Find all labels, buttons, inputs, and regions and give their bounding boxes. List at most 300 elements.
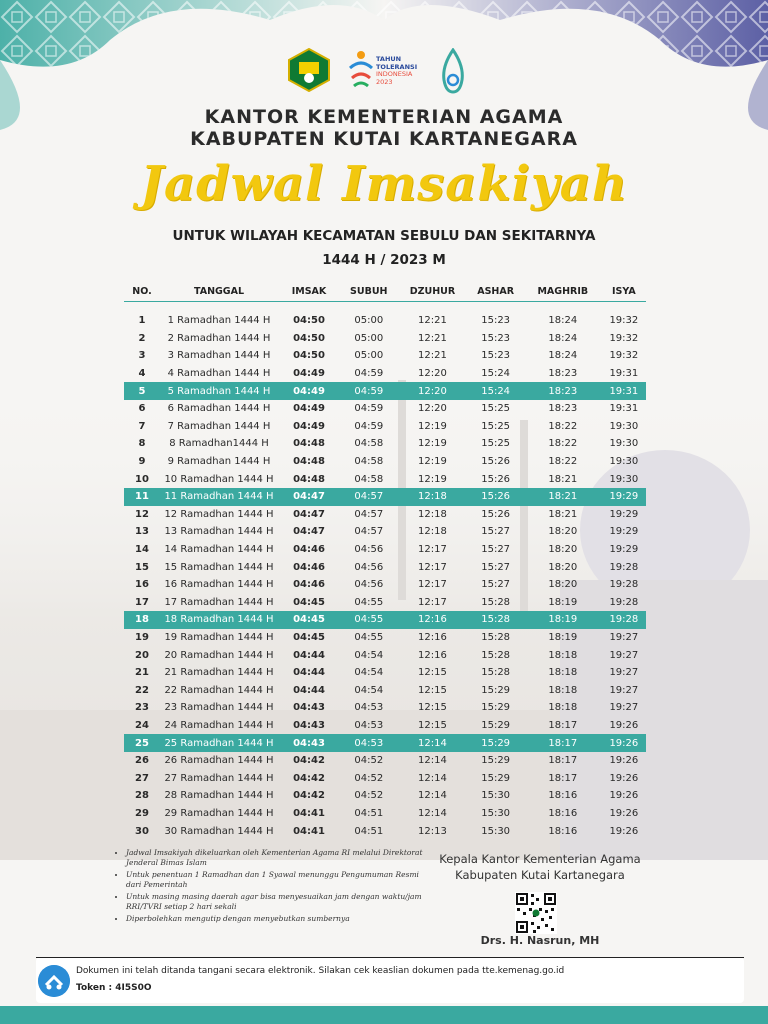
- table-row: [124, 400, 646, 418]
- table-row: [124, 822, 646, 840]
- cell-dzuhur: 12:14: [398, 734, 468, 752]
- cell-dzuhur: 12:17: [418, 579, 447, 591]
- cell-no: 29: [135, 807, 149, 819]
- cell-tanggal: 18 Ramadhan 1444 H: [160, 611, 278, 629]
- cell-imsak: 04:41: [293, 807, 325, 819]
- cell-isya: 19:30: [609, 420, 639, 432]
- cell-isya: 19:27: [609, 684, 639, 696]
- cell-maghrib: 18:24: [548, 350, 578, 362]
- col-header-ashar: ASHAR: [467, 281, 524, 302]
- cell-subuh: 04:52: [354, 755, 384, 767]
- cell-dzuhur: 12:14: [418, 790, 447, 802]
- cell-dzuhur: 12:15: [418, 684, 447, 696]
- cell-ashar: 15:26: [481, 508, 511, 520]
- cell-ashar: 15:29: [481, 755, 511, 767]
- cell-isya: 19:32: [609, 315, 639, 327]
- cell-ashar: 15:28: [481, 631, 511, 643]
- cell-no: 9: [138, 456, 146, 468]
- cell-no: 3: [138, 350, 146, 362]
- cell-maghrib: 18:20: [548, 561, 578, 573]
- signer-name: Drs. H. Nasrun, MH: [480, 934, 600, 947]
- cell-no: 22: [135, 684, 149, 696]
- toleransi-figure-icon: [348, 48, 374, 92]
- cell-maghrib: 18:20: [548, 579, 578, 591]
- table-row: [124, 435, 646, 453]
- cell-no: 12: [135, 508, 149, 520]
- logo-row: [0, 48, 768, 96]
- cell-no: 24: [135, 719, 149, 731]
- cell-maghrib: 18:16: [548, 807, 578, 819]
- table-row: [124, 365, 646, 383]
- cell-ashar: 15:23: [481, 332, 511, 344]
- cell-isya: 19:26: [609, 719, 639, 731]
- cell-subuh: 04:53: [354, 702, 384, 714]
- footer-panel: [36, 957, 744, 1003]
- cell-subuh: 04:59: [354, 368, 384, 380]
- cell-tanggal: 5 Ramadhan 1444 H: [160, 382, 278, 400]
- cell-maghrib: 18:24: [548, 315, 578, 327]
- cell-no: 26: [135, 755, 149, 767]
- cell-maghrib: 18:17: [548, 755, 578, 767]
- region-subtitle: UNTUK WILAYAH KECAMATAN SEBULU DAN SEKITARNYA: [172, 228, 596, 244]
- cell-no: 2: [138, 332, 146, 344]
- cell-imsak: 04:44: [293, 649, 325, 661]
- cell-subuh: 04:58: [354, 438, 384, 450]
- cell-ashar: 15:25: [481, 420, 511, 432]
- cell-isya: 19:29: [609, 544, 639, 556]
- cell-imsak: 04:46: [293, 579, 325, 591]
- cell-tanggal: 14 Ramadhan 1444 H: [164, 544, 274, 556]
- cell-maghrib: 18:20: [548, 526, 578, 538]
- cell-maghrib: 18:18: [548, 684, 578, 696]
- cell-ashar: 15:24: [481, 368, 511, 380]
- cell-imsak: 04:49: [293, 403, 325, 415]
- cell-subuh: 04:58: [354, 456, 384, 468]
- cell-maghrib: 18:18: [548, 702, 578, 714]
- cell-ashar: 15:29: [481, 772, 511, 784]
- office-heading-line1: KANTOR KEMENTERIAN AGAMA: [204, 106, 564, 128]
- cell-isya: 19:31: [609, 403, 639, 415]
- cell-imsak: 04:48: [293, 473, 325, 485]
- cell-imsak: 04:42: [293, 772, 325, 784]
- cell-tanggal: 15 Ramadhan 1444 H: [164, 561, 274, 573]
- cell-dzuhur: 12:15: [418, 667, 447, 679]
- page-title: Jadwal Imsakiyah: [140, 156, 628, 212]
- table-row: [124, 576, 646, 594]
- cell-imsak: 04:43: [278, 734, 340, 752]
- cell-tanggal: 12 Ramadhan 1444 H: [164, 508, 274, 520]
- cell-isya: 19:29: [602, 488, 646, 506]
- table-row: [124, 646, 646, 664]
- cell-maghrib: 18:22: [548, 438, 578, 450]
- col-header-imsak: IMSAK: [278, 281, 340, 302]
- cell-no: 8: [138, 438, 146, 450]
- cell-tanggal: 23 Ramadhan 1444 H: [164, 702, 274, 714]
- cell-tanggal: 17 Ramadhan 1444 H: [164, 596, 274, 608]
- cell-no: 17: [135, 596, 149, 608]
- cell-tanggal: 7 Ramadhan 1444 H: [167, 420, 271, 432]
- cell-no: 4: [138, 368, 146, 380]
- cell-subuh: 04:54: [354, 684, 384, 696]
- cell-maghrib: 18:23: [548, 403, 578, 415]
- table-row: [124, 805, 646, 823]
- table-row: [124, 734, 646, 752]
- cell-ashar: 15:26: [481, 473, 511, 485]
- cell-isya: 19:32: [609, 332, 639, 344]
- cell-ashar: 15:24: [467, 382, 524, 400]
- cell-no: 18: [124, 611, 160, 629]
- cell-dzuhur: 12:15: [418, 702, 447, 714]
- cell-imsak: 04:46: [293, 561, 325, 573]
- cell-isya: 19:31: [602, 382, 646, 400]
- cell-dzuhur: 12:18: [418, 508, 447, 520]
- cell-no: 5: [124, 382, 160, 400]
- cell-dzuhur: 12:18: [418, 526, 447, 538]
- cell-subuh: 04:54: [354, 667, 384, 679]
- cell-ashar: 15:29: [481, 719, 511, 731]
- table-row: [124, 347, 646, 365]
- cell-imsak: 04:49: [293, 420, 325, 432]
- cell-tanggal: 6 Ramadhan 1444 H: [167, 403, 271, 415]
- cell-isya: 19:26: [609, 772, 639, 784]
- cell-ashar: 15:30: [481, 807, 511, 819]
- cell-dzuhur: 12:17: [418, 544, 447, 556]
- cell-no: 19: [135, 631, 149, 643]
- cell-subuh: 04:51: [354, 807, 384, 819]
- table-row: [124, 611, 646, 629]
- cell-subuh: 04:51: [354, 825, 384, 837]
- qr-code-icon[interactable]: [515, 892, 557, 934]
- cell-ashar: 15:28: [481, 596, 511, 608]
- cell-maghrib: 18:17: [524, 734, 602, 752]
- cell-maghrib: 18:19: [548, 596, 578, 608]
- cell-tanggal: 1 Ramadhan 1444 H: [167, 315, 271, 327]
- cell-isya: 19:28: [609, 561, 639, 573]
- cell-dzuhur: 12:17: [418, 596, 447, 608]
- cell-ashar: 15:29: [481, 702, 511, 714]
- cell-ashar: 15:29: [481, 684, 511, 696]
- cell-tanggal: 21 Ramadhan 1444 H: [164, 667, 274, 679]
- col-header-subuh: SUBUH: [340, 281, 398, 302]
- cell-isya: 19:27: [609, 649, 639, 661]
- footer-verification-text: Dokumen ini telah ditanda tangani secara elektronik. Silakan cek keaslian dokumen pada tte.kemenag.go.id: [76, 966, 565, 976]
- cell-dzuhur: 12:20: [418, 403, 447, 415]
- signature-title-line1: Kepala Kantor Kementerian Agama: [439, 852, 641, 866]
- col-header-no: NO.: [124, 281, 160, 302]
- cell-no: 13: [135, 526, 149, 538]
- office-heading: [0, 106, 768, 150]
- cell-subuh: 04:54: [354, 649, 384, 661]
- cell-tanggal: 13 Ramadhan 1444 H: [164, 526, 274, 538]
- cell-subuh: 04:55: [340, 611, 398, 629]
- toleransi-text-logo: TAHUN TOLERANSI INDONESIA 2023: [376, 55, 418, 86]
- cell-no: 16: [135, 579, 149, 591]
- col-header-isya: ISYA: [602, 281, 646, 302]
- cell-imsak: 04:46: [293, 544, 325, 556]
- table-row: [124, 787, 646, 805]
- cell-dzuhur: 12:20: [418, 368, 447, 380]
- cell-maghrib: 18:22: [548, 456, 578, 468]
- table-row: [124, 629, 646, 647]
- table-row: [124, 541, 646, 559]
- cell-subuh: 05:00: [354, 315, 384, 327]
- cell-maghrib: 18:18: [548, 667, 578, 679]
- cell-tanggal: 26 Ramadhan 1444 H: [164, 755, 274, 767]
- cell-maghrib: 18:21: [548, 473, 578, 485]
- cell-ashar: 15:28: [481, 649, 511, 661]
- cell-isya: 19:27: [609, 702, 639, 714]
- table-row: [124, 453, 646, 471]
- cell-tanggal: 24 Ramadhan 1444 H: [164, 719, 274, 731]
- cell-maghrib: 18:23: [524, 382, 602, 400]
- cell-no: 30: [135, 825, 149, 837]
- cell-imsak: 04:50: [293, 315, 325, 327]
- cell-dzuhur: 12:17: [418, 561, 447, 573]
- cell-ashar: 15:28: [481, 667, 511, 679]
- cell-dzuhur: 12:19: [418, 438, 447, 450]
- table-row: [124, 312, 646, 330]
- cell-no: 10: [135, 473, 149, 485]
- cell-maghrib: 18:21: [524, 488, 602, 506]
- cell-isya: 19:26: [609, 755, 639, 767]
- cell-dzuhur: 12:13: [418, 825, 447, 837]
- note-item: • Jadwal Imsakiyah dikeluarkan oleh Kementerian Agama RI melalui Direktorat Jenderal Bimas Islam: [126, 848, 426, 868]
- cell-no: 1: [138, 315, 146, 327]
- cell-imsak: 04:41: [293, 825, 325, 837]
- cell-imsak: 04:50: [293, 332, 325, 344]
- cell-dzuhur: 12:21: [418, 315, 447, 327]
- cell-no: 28: [135, 790, 149, 802]
- cell-no: 27: [135, 772, 149, 784]
- cell-maghrib: 18:18: [548, 649, 578, 661]
- footer-divider: [36, 957, 744, 958]
- cell-subuh: 04:55: [354, 631, 384, 643]
- cell-no: 11: [124, 488, 160, 506]
- table-row: [124, 752, 646, 770]
- cell-subuh: 04:56: [354, 579, 384, 591]
- cell-tanggal: 9 Ramadhan 1444 H: [167, 456, 271, 468]
- cell-imsak: 04:48: [293, 438, 325, 450]
- cell-ashar: 15:25: [481, 403, 511, 415]
- cell-tanggal: 28 Ramadhan 1444 H: [164, 790, 274, 802]
- cell-no: 15: [135, 561, 149, 573]
- table-row: [124, 594, 646, 612]
- schedule-table: [124, 281, 646, 840]
- cell-isya: 19:31: [609, 368, 639, 380]
- cell-isya: 19:30: [609, 438, 639, 450]
- table-row: [124, 506, 646, 524]
- cell-isya: 19:28: [609, 579, 639, 591]
- cell-dzuhur: 12:16: [418, 631, 447, 643]
- cell-ashar: 15:30: [481, 790, 511, 802]
- cell-dzuhur: 12:16: [398, 611, 468, 629]
- cell-dzuhur: 12:21: [418, 350, 447, 362]
- cell-dzuhur: 12:20: [398, 382, 468, 400]
- cell-subuh: 04:59: [354, 420, 384, 432]
- cell-maghrib: 18:16: [548, 790, 578, 802]
- cell-no: 7: [138, 420, 146, 432]
- cell-imsak: 04:45: [293, 596, 325, 608]
- cell-imsak: 04:47: [293, 508, 325, 520]
- cell-dzuhur: 12:18: [398, 488, 468, 506]
- cell-isya: 19:28: [609, 596, 639, 608]
- cell-dzuhur: 12:19: [418, 420, 447, 432]
- cell-subuh: 04:53: [354, 719, 384, 731]
- cell-tanggal: 16 Ramadhan 1444 H: [164, 579, 274, 591]
- table-row: [124, 488, 646, 506]
- cell-maghrib: 18:16: [548, 825, 578, 837]
- cell-tanggal: 3 Ramadhan 1444 H: [167, 350, 271, 362]
- kemenag-logo-icon: [286, 48, 332, 92]
- table-header-row: [124, 281, 646, 302]
- cell-imsak: 04:42: [293, 790, 325, 802]
- cell-ashar: 15:27: [481, 544, 511, 556]
- droplet-logo-icon: [440, 48, 466, 96]
- note-item: • Untuk masing masing daerah agar bisa menyesuaikan jam dengan waktu/jam RRI/TVRI setiap 2 hari sekali: [126, 892, 426, 912]
- table-row: [124, 681, 646, 699]
- table-row: [124, 330, 646, 348]
- cell-ashar: 15:26: [481, 456, 511, 468]
- cell-tanggal: 29 Ramadhan 1444 H: [164, 807, 274, 819]
- cell-subuh: 04:52: [354, 772, 384, 784]
- cell-dzuhur: 12:14: [418, 807, 447, 819]
- cell-imsak: 04:45: [278, 611, 340, 629]
- cell-subuh: 04:56: [354, 561, 384, 573]
- col-header-dzuhur: DZUHUR: [398, 281, 468, 302]
- cell-ashar: 15:25: [481, 438, 511, 450]
- footer-token: Token : 4I5S0O: [76, 983, 152, 993]
- office-heading-line2: KABUPATEN KUTAI KARTANEGARA: [190, 128, 578, 150]
- cell-maghrib: 18:21: [548, 508, 578, 520]
- cell-dzuhur: 12:14: [418, 755, 447, 767]
- cell-imsak: 04:45: [293, 631, 325, 643]
- cell-isya: 19:26: [609, 790, 639, 802]
- cell-subuh: 04:59: [340, 382, 398, 400]
- year-subtitle: 1444 H / 2023 M: [322, 252, 446, 268]
- cell-no: 20: [135, 649, 149, 661]
- cell-subuh: 05:00: [354, 332, 384, 344]
- cell-tanggal: 4 Ramadhan 1444 H: [167, 368, 271, 380]
- cell-tanggal: 25 Ramadhan 1444 H: [160, 734, 278, 752]
- cell-no: 21: [135, 667, 149, 679]
- note-item: • Diperbolehkan mengutip dengan menyebutkan sumbernya: [126, 914, 426, 924]
- signature-title-line2: Kabupaten Kutai Kartanegara: [455, 868, 625, 882]
- cell-imsak: 04:42: [293, 755, 325, 767]
- cell-maghrib: 18:17: [548, 719, 578, 731]
- cell-dzuhur: 12:14: [418, 772, 447, 784]
- cell-tanggal: 19 Ramadhan 1444 H: [164, 631, 274, 643]
- cell-ashar: 15:23: [481, 315, 511, 327]
- cell-dzuhur: 12:21: [418, 332, 447, 344]
- cell-ashar: 15:27: [481, 561, 511, 573]
- cell-isya: 19:30: [609, 456, 639, 468]
- cell-maghrib: 18:19: [548, 631, 578, 643]
- table-row: [124, 664, 646, 682]
- cell-no: 14: [135, 544, 149, 556]
- cell-subuh: 04:55: [354, 596, 384, 608]
- cell-ashar: 15:28: [467, 611, 524, 629]
- col-header-tanggal: TANGGAL: [160, 281, 278, 302]
- cell-ashar: 15:29: [467, 734, 524, 752]
- cell-ashar: 15:27: [481, 526, 511, 538]
- cell-subuh: 04:52: [354, 790, 384, 802]
- cell-subuh: 04:56: [354, 544, 384, 556]
- cell-no: 25: [124, 734, 160, 752]
- table-row: [124, 558, 646, 576]
- notes-list: [114, 848, 426, 926]
- cell-isya: 19:26: [602, 734, 646, 752]
- cell-tanggal: 22 Ramadhan 1444 H: [164, 684, 274, 696]
- cell-imsak: 04:43: [293, 702, 325, 714]
- col-header-maghrib: MAGHRIB: [524, 281, 602, 302]
- cell-dzuhur: 12:16: [418, 649, 447, 661]
- cell-isya: 19:28: [602, 611, 646, 629]
- cell-ashar: 15:23: [481, 350, 511, 362]
- table-row: [124, 470, 646, 488]
- table-row: [124, 418, 646, 436]
- cell-tanggal: 27 Ramadhan 1444 H: [164, 772, 274, 784]
- cell-tanggal: 2 Ramadhan 1444 H: [167, 332, 271, 344]
- cell-imsak: 04:44: [293, 667, 325, 679]
- cell-subuh: 04:57: [354, 526, 384, 538]
- cell-tanggal: 20 Ramadhan 1444 H: [164, 649, 274, 661]
- cell-isya: 19:26: [609, 825, 639, 837]
- cell-subuh: 04:57: [340, 488, 398, 506]
- table-row: [124, 382, 646, 400]
- bottom-accent-band: [0, 1006, 768, 1024]
- cell-subuh: 04:58: [354, 473, 384, 485]
- e-signature-icon: [38, 965, 70, 997]
- cell-ashar: 15:26: [467, 488, 524, 506]
- cell-isya: 19:30: [609, 473, 639, 485]
- cell-maghrib: 18:23: [548, 368, 578, 380]
- cell-subuh: 04:57: [354, 508, 384, 520]
- cell-subuh: 04:53: [340, 734, 398, 752]
- cell-subuh: 04:59: [354, 403, 384, 415]
- cell-tanggal: 8 Ramadhan1444 H: [169, 438, 269, 450]
- cell-imsak: 04:43: [293, 719, 325, 731]
- cell-no: 6: [138, 403, 146, 415]
- cell-tanggal: 30 Ramadhan 1444 H: [164, 825, 274, 837]
- note-item: • Untuk penentuan 1 Ramadhan dan 1 Syawal menunggu Pengumuman Resmi dari Pemerintah: [126, 870, 426, 890]
- cell-isya: 19:26: [609, 807, 639, 819]
- cell-maghrib: 18:24: [548, 332, 578, 344]
- cell-dzuhur: 12:15: [418, 719, 447, 731]
- cell-isya: 19:27: [609, 631, 639, 643]
- cell-dzuhur: 12:19: [418, 473, 447, 485]
- schedule-body: [124, 302, 646, 840]
- cell-isya: 19:29: [609, 526, 639, 538]
- cell-isya: 19:29: [609, 508, 639, 520]
- table-row: [124, 523, 646, 541]
- cell-imsak: 04:47: [293, 526, 325, 538]
- cell-imsak: 04:47: [278, 488, 340, 506]
- cell-isya: 19:32: [609, 350, 639, 362]
- table-row: [124, 699, 646, 717]
- cell-maghrib: 18:20: [548, 544, 578, 556]
- cell-ashar: 15:30: [481, 825, 511, 837]
- cell-dzuhur: 12:19: [418, 456, 447, 468]
- cell-imsak: 04:49: [293, 368, 325, 380]
- cell-tanggal: 10 Ramadhan 1444 H: [164, 473, 274, 485]
- cell-imsak: 04:50: [293, 350, 325, 362]
- cell-imsak: 04:48: [293, 456, 325, 468]
- cell-maghrib: 18:22: [548, 420, 578, 432]
- cell-isya: 19:27: [609, 667, 639, 679]
- cell-tanggal: 11 Ramadhan 1444 H: [160, 488, 278, 506]
- table-row: [124, 717, 646, 735]
- cell-imsak: 04:49: [278, 382, 340, 400]
